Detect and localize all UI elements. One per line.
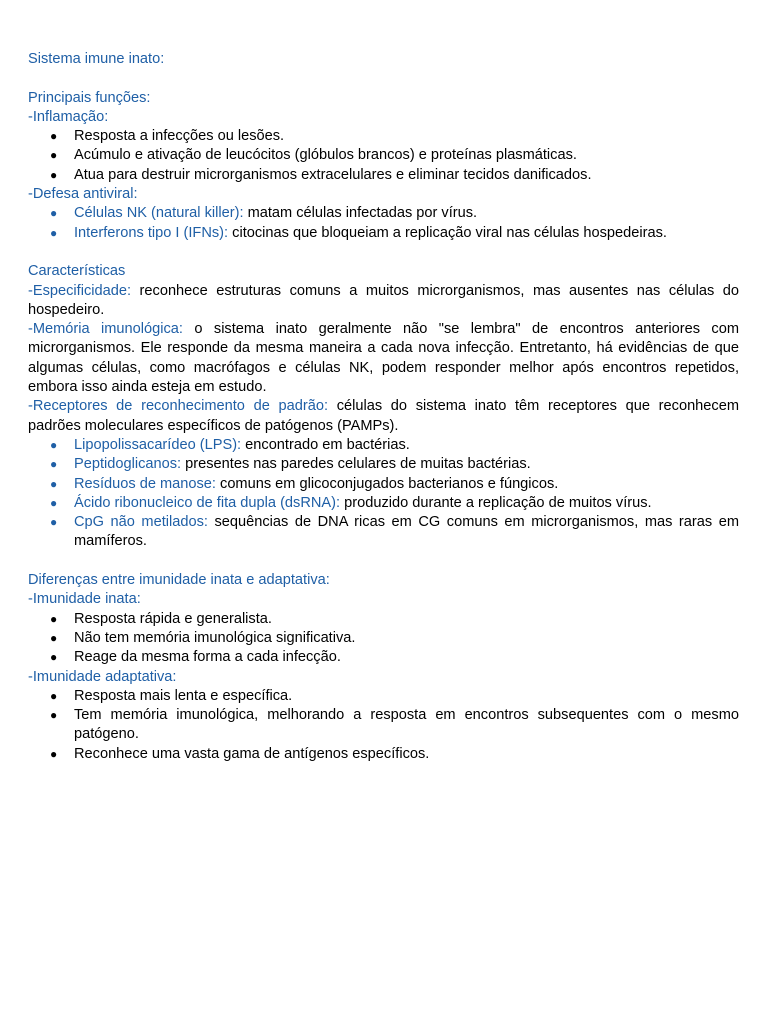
list-text: matam células infectadas por vírus.: [243, 205, 478, 222]
list-term: Peptidoglicanos:: [74, 456, 182, 473]
list-item: ● Tem memória imunológica, melhorando a resposta em encontros subsequentes com o mesmo patógeno.: [28, 706, 739, 745]
paragraph-term: -Especificidade:: [28, 282, 132, 299]
list-item: [28, 494, 739, 513]
document-body: [28, 50, 739, 764]
list-text: produzido durante a replicação de muitos vírus.: [340, 494, 652, 511]
list-term: Resíduos de manose:: [74, 475, 216, 492]
list-item: ● Resposta a infecções ou lesões.: [28, 127, 739, 146]
subsection-label-adaptativa: -Imunidade adaptativa:: [28, 668, 177, 685]
list-item: ● Atua para destruir microrganismos extracelulares e eliminar tecidos danificados.: [28, 166, 739, 185]
list-text: sequências de DNA ricas em CG comuns em microrganismos, mas raras em mamíferos.: [74, 514, 739, 550]
inata-list: [28, 610, 739, 668]
subsection-label-antiviral: -Defesa antiviral:: [28, 186, 138, 203]
paragraph-text: reconhece estruturas comuns a muitos microrganismos, mas ausentes nas células do hospedeiro.: [28, 282, 739, 318]
list-text: comuns em glicoconjugados bacterianos e fúngicos.: [215, 475, 559, 492]
list-item: ● Reconhece uma vasta gama de antígenos específicos.: [28, 745, 739, 764]
list-term: Lipopolissacarídeo (LPS):: [74, 436, 242, 453]
subsection-label-inata: -Imunidade inata:: [28, 591, 141, 608]
list-item: [28, 436, 739, 455]
subsection-label-inflamacao: -Inflamação:: [28, 108, 109, 125]
paragraph-text: o sistema inato geralmente não "se lembra" de encontros anteriores com microrganismos. Ele responde da mesma maneira a cada nova infecção. Entretanto, há evidências de que algumas células, como macrófagos e células NK, podem responder melhor após encontros repetidos, embora isso ainda esteja em estudo.: [28, 321, 739, 396]
paragraph-especificidade: [28, 282, 739, 321]
inflamacao-list: [28, 127, 739, 185]
paragraph-text: células do sistema inato têm receptores que reconhecem padrões moleculares específicos de patógenos (PAMPs).: [28, 398, 739, 434]
paragraph-memoria: [28, 320, 739, 397]
list-term: Ácido ribonucleico de fita dupla (dsRNA):: [74, 494, 341, 511]
section-title-caracteristicas: Características: [28, 263, 126, 280]
list-item: [28, 513, 739, 552]
list-term: CpG não metilados:: [74, 514, 208, 531]
list-item: ● Reage da mesma forma a cada infecção.: [28, 648, 739, 667]
list-item: [28, 204, 739, 223]
list-term: Interferons tipo I (IFNs):: [74, 224, 229, 241]
adaptativa-list: [28, 687, 739, 764]
list-item: [28, 475, 739, 494]
list-item: [28, 224, 739, 243]
antiviral-list: [28, 204, 739, 243]
paragraph-term: -Memória imunológica:: [28, 321, 183, 338]
list-text: citocinas que bloqueiam a replicação viral nas células hospedeiras.: [228, 224, 667, 241]
list-text: presentes nas paredes celulares de muitas bactérias.: [181, 456, 531, 473]
list-text: encontrado em bactérias.: [241, 436, 410, 453]
section-title-funcoes: Principais funções:: [28, 89, 151, 106]
list-item: ● Resposta mais lenta e específica.: [28, 687, 739, 706]
document-heading: Sistema imune inato:: [28, 51, 165, 67]
list-item: ● Não tem memória imunológica significativa.: [28, 629, 739, 648]
section-title-diferencas: Diferenças entre imunidade inata e adaptativa:: [28, 572, 330, 589]
paragraph-receptores: [28, 397, 739, 436]
list-item: [28, 455, 739, 474]
pamps-list: [28, 436, 739, 552]
list-item: ● Resposta rápida e generalista.: [28, 610, 739, 629]
list-item: ● Acúmulo e ativação de leucócitos (glóbulos brancos) e proteínas plasmáticas.: [28, 146, 739, 165]
list-term: Células NK (natural killer):: [74, 205, 244, 222]
paragraph-term: -Receptores de reconhecimento de padrão:: [28, 398, 329, 415]
